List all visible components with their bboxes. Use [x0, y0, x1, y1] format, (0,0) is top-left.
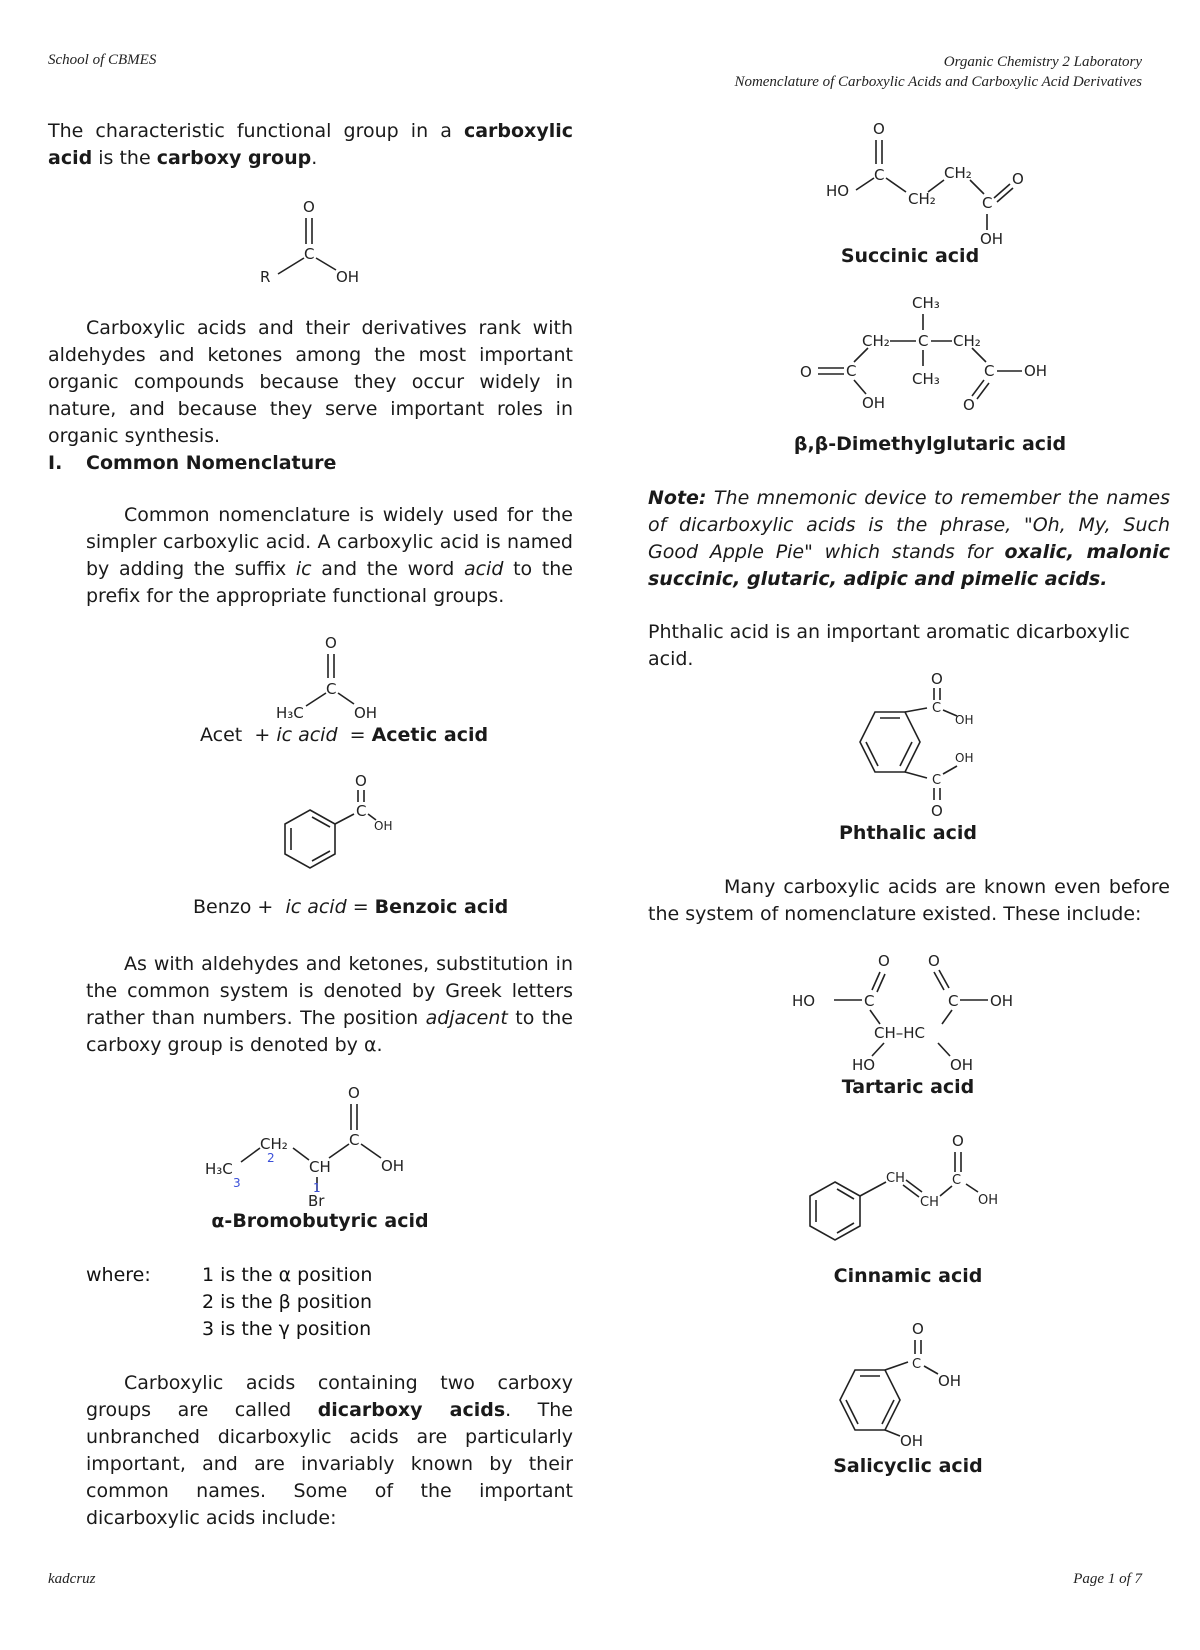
- footer-page-number: Page 1 of 7: [1073, 1571, 1142, 1587]
- atom-ho2: HO: [852, 1056, 876, 1074]
- atom-c2: C: [932, 773, 942, 788]
- bond: [938, 1043, 950, 1056]
- atom-o2: O: [1012, 170, 1024, 188]
- label-1: 1: [313, 1181, 321, 1195]
- atom-c2: C: [948, 992, 959, 1010]
- atom-o1: O: [878, 952, 890, 970]
- benzoic-acid-caption: Benzo + ic acid = Benzoic acid: [193, 896, 509, 918]
- atom-oh2: OH: [950, 1056, 974, 1074]
- bond: [972, 348, 986, 362]
- bromobutyric-acid-caption: α-Bromobutyric acid: [211, 1210, 429, 1232]
- carboxy-group-structure: [240, 196, 380, 291]
- atom-c2: C: [982, 194, 993, 212]
- intro-paragraph: The characteristic functional group in a carboxylic acid is the carboxy group.: [48, 120, 573, 169]
- atom-oh: OH: [354, 704, 378, 722]
- atom-o: O: [348, 1084, 360, 1102]
- bond: [942, 1010, 952, 1024]
- bond: [854, 348, 868, 362]
- bond: [970, 180, 984, 194]
- atom-c: C: [952, 1173, 962, 1188]
- atom-o: O: [355, 772, 367, 790]
- cinnamic-acid-structure: [790, 1130, 1050, 1260]
- footer-author: kadcruz: [48, 1571, 96, 1587]
- atom-ch2: CH₂: [260, 1135, 288, 1153]
- bond: [943, 766, 957, 774]
- atom-o1: O: [931, 670, 943, 688]
- intro-paragraph-2: Carboxylic acids and their derivatives rank with aldehydes and ketones among the most important organic compounds because they occur widely in nature, and because they serve important roles in organic synthesis.: [48, 317, 573, 447]
- bond: [854, 380, 866, 394]
- bond: [312, 851, 330, 861]
- atom-c: C: [326, 680, 337, 698]
- atom-o: O: [912, 1320, 924, 1338]
- bond: [860, 1182, 886, 1196]
- bond: [885, 1362, 908, 1370]
- benzene-ring: [840, 1370, 900, 1430]
- atom-c1: C: [874, 166, 885, 184]
- atom-oh2: OH: [900, 1432, 924, 1450]
- atom-c1: C: [864, 992, 875, 1010]
- atom-c-quaternary: C: [918, 332, 929, 350]
- bond: [872, 1043, 884, 1056]
- atom-o: O: [303, 198, 315, 216]
- bond: [905, 772, 927, 778]
- succinic-acid-caption: Succinic acid: [840, 245, 980, 267]
- atom-oh-right: OH: [1024, 362, 1048, 380]
- atom-o1: O: [873, 120, 885, 138]
- atom-c-left: C: [846, 362, 857, 380]
- acetic-acid-structure: [270, 632, 390, 720]
- bond: [885, 1430, 900, 1436]
- atom-ch2-right: CH₂: [953, 332, 981, 350]
- bond: [972, 380, 984, 396]
- atom-o-right: O: [963, 396, 975, 414]
- atom-ch3-bottom: CH₃: [912, 370, 940, 388]
- header-course-title: Organic Chemistry 2 Laboratory: [943, 54, 1142, 70]
- header-course: [734, 52, 1142, 92]
- bond: [338, 693, 354, 704]
- phthalic-intro: Phthalic acid is an important aromatic dicarboxylic acid.: [648, 621, 1130, 670]
- atom-oh: OH: [381, 1157, 405, 1175]
- benzene-ring: [285, 810, 335, 868]
- atom-o2: O: [928, 952, 940, 970]
- benzene-ring: [860, 712, 920, 772]
- bond: [846, 1400, 858, 1424]
- atom-oh1: OH: [990, 992, 1014, 1010]
- salicylic-acid-caption: Salicyclic acid: [833, 1455, 983, 1477]
- bond: [866, 742, 878, 766]
- atom-h3c: H₃C: [276, 704, 304, 722]
- mnemonic-note: Note: The mnemonic device to remember the names of dicarboxylic acids is the phrase, "Oh, My, Such Good Apple Pie" which stands for oxalic, malonic succinic, glutaric, adipic and pimelic acids.: [648, 487, 1170, 590]
- bond: [994, 184, 1010, 198]
- header-school: School of CBMES: [48, 52, 157, 68]
- label-2: 2: [267, 1151, 275, 1165]
- atom-c: C: [356, 802, 367, 820]
- bond: [278, 258, 304, 274]
- bond: [241, 1148, 260, 1162]
- bond: [966, 1184, 978, 1192]
- atom-c: C: [304, 245, 315, 263]
- atom-o-left: O: [800, 363, 812, 381]
- bromobutyric-acid-structure: [205, 1082, 435, 1210]
- bond: [870, 1010, 880, 1024]
- known-acids-paragraph: Many carboxylic acids are known even before the system of nomenclature existed. These include:: [648, 876, 1170, 925]
- phthalic-acid-caption: Phthalic acid: [839, 822, 977, 844]
- dimethylglutaric-acid-caption: β,β-Dimethylglutaric acid: [793, 433, 1067, 455]
- bond: [906, 1180, 922, 1192]
- cinnamic-acid-caption: Cinnamic acid: [833, 1265, 983, 1287]
- where-label: where:: [86, 1264, 151, 1286]
- atom-oh1: OH: [955, 713, 974, 727]
- atom-oh-left: OH: [862, 394, 886, 412]
- acetic-acid-caption: Acet + ic acid = Acetic acid: [200, 724, 489, 746]
- atom-ch2-b: CH₂: [944, 164, 972, 182]
- greek-letters-paragraph: As with aldehydes and ketones, substitution in the common system is denoted by Greek letters rather than numbers. The position adjacent to the carboxy group is denoted by α.: [86, 953, 573, 1056]
- atom-ch2-a: CH₂: [908, 190, 936, 208]
- atom-ch3-top: CH₃: [912, 294, 940, 312]
- bond: [882, 1400, 894, 1424]
- tartaric-acid-structure: [788, 950, 1048, 1075]
- bond: [293, 1148, 309, 1160]
- atom-c1: C: [932, 701, 942, 716]
- section-number: I.: [48, 452, 63, 474]
- bond: [997, 188, 1013, 202]
- where-item-alpha: 1 is the α position: [202, 1264, 373, 1286]
- section-title: Common Nomenclature: [86, 452, 337, 474]
- atom-ch2-left: CH₂: [862, 332, 890, 350]
- dicarboxy-paragraph: Carboxylic acids containing two carboxy groups are called dicarboxy acids. The unbranched dicarboxylic acids are particularly important, and are invariably known by their common names. Some of the important dicarboxylic acids include:: [86, 1372, 573, 1529]
- phthalic-acid-structure: [835, 670, 1005, 820]
- bond: [886, 178, 906, 192]
- bond: [361, 1144, 381, 1158]
- atom-ch1: CH: [886, 1171, 905, 1186]
- succinic-acid-structure: [820, 118, 1040, 248]
- atom-ch-hc: CH–HC: [874, 1024, 926, 1042]
- atom-h3c: H₃C: [205, 1160, 233, 1178]
- bond: [306, 693, 326, 706]
- atom-oh: OH: [374, 819, 393, 833]
- bond: [924, 1366, 938, 1374]
- atom-o2: O: [931, 802, 943, 820]
- bond: [905, 708, 927, 712]
- atom-br: Br: [308, 1192, 325, 1210]
- atom-o: O: [952, 1132, 964, 1150]
- bond: [928, 180, 944, 192]
- atom-ho: HO: [826, 182, 850, 200]
- atom-r: R: [260, 268, 271, 286]
- benzene-ring: [810, 1182, 860, 1240]
- atom-oh2: OH: [955, 751, 974, 765]
- header-doc-title: Nomenclature of Carboxylic Acids and Carboxylic Acid Derivatives: [734, 74, 1142, 90]
- where-item-gamma: 3 is the γ position: [202, 1318, 372, 1340]
- bond: [329, 1144, 349, 1158]
- bond: [856, 178, 874, 190]
- salicylic-acid-structure: [820, 1318, 1020, 1448]
- atom-oh1: OH: [938, 1372, 962, 1390]
- dimethylglutaric-acid-structure: [790, 290, 1070, 425]
- atom-oh: OH: [978, 1193, 999, 1208]
- bond: [903, 1185, 919, 1197]
- where-item-beta: 2 is the β position: [202, 1291, 372, 1313]
- atom-ch2: CH: [920, 1195, 939, 1210]
- benzoic-acid-structure: [260, 772, 410, 892]
- atom-c: C: [912, 1357, 922, 1372]
- bond: [312, 817, 330, 827]
- tartaric-acid-caption: Tartaric acid: [841, 1076, 975, 1098]
- bond: [335, 814, 354, 824]
- common-nomenclature-paragraph: Common nomenclature is widely used for the simpler carboxylic acid. A carboxylic acid is named by adding the suffix ic and the word acid to the prefix for the appropriate functional groups.: [86, 504, 573, 607]
- atom-c-right: C: [984, 362, 995, 380]
- atom-c: C: [349, 1131, 360, 1149]
- atom-ho1: HO: [792, 992, 816, 1010]
- atom-o: O: [325, 634, 337, 652]
- bond: [316, 258, 336, 270]
- atom-oh: OH: [980, 230, 1004, 248]
- atom-ch: CH: [309, 1158, 331, 1176]
- bond: [940, 1186, 952, 1196]
- atom-oh: OH: [336, 268, 360, 286]
- bond: [977, 383, 989, 399]
- label-3: 3: [233, 1176, 241, 1190]
